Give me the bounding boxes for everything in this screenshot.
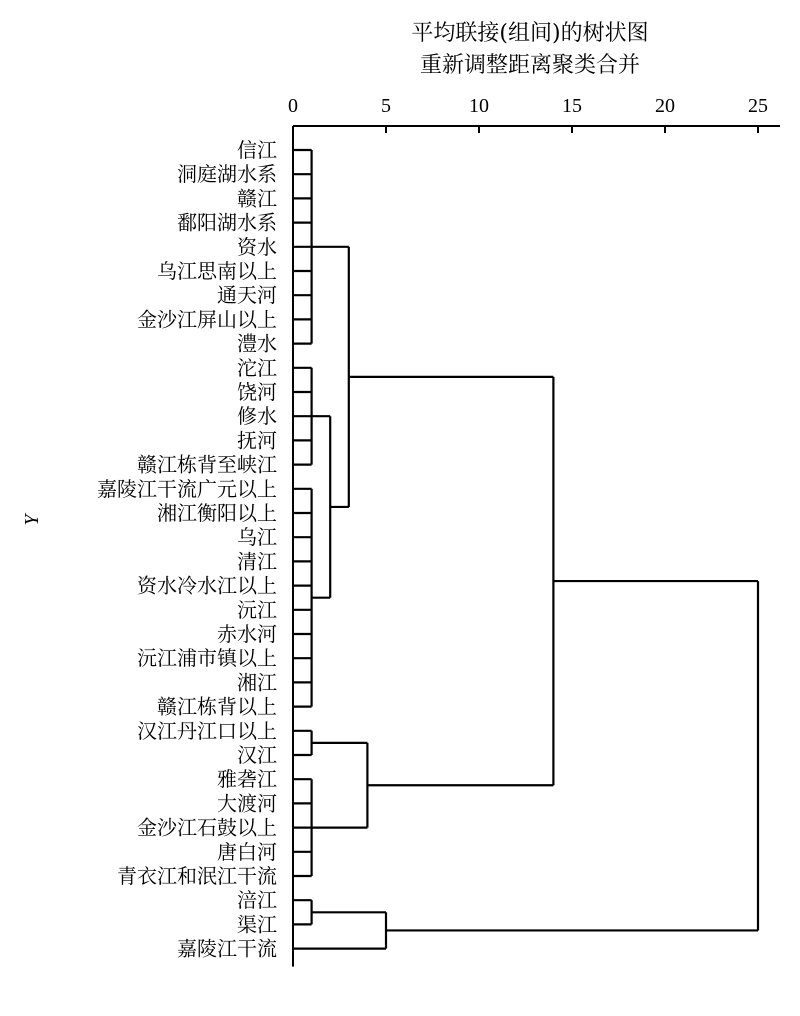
leaf-label: 嘉陵江干流 [177, 936, 277, 961]
leaf-label: 青衣江和泯江干流 [117, 864, 277, 888]
chart-title-line-2: 重新调整距离聚类合并 [419, 53, 641, 78]
leaf-label: 洞庭湖水系 [177, 162, 277, 187]
leaf-label: 湘江 [237, 670, 277, 695]
leaf-label: 唐白河 [217, 839, 277, 864]
leaf-label: 汉江 [237, 743, 277, 767]
leaf-label: 赣江栋背至峡江 [137, 452, 277, 477]
x-tick-label: 10 [469, 95, 489, 117]
leaf-label: 饶河 [237, 380, 277, 404]
leaf-label: 沅江浦市镇以上 [137, 646, 277, 671]
x-tick-label: 15 [562, 95, 582, 117]
leaf-label: 赣江 [237, 186, 277, 211]
leaf-label: 澧水 [237, 331, 277, 356]
leaf-label: 信江 [237, 138, 277, 162]
leaf-label: 赤水河 [217, 622, 277, 646]
leaf-labels [97, 138, 277, 961]
dendrogram-links [293, 150, 758, 949]
leaf-label: 抚河 [237, 428, 277, 453]
leaf-label: 资水冷水江以上 [137, 573, 277, 598]
leaf-label: 沅江 [237, 597, 277, 622]
x-axis [293, 126, 780, 967]
leaf-label: 汉江丹江口以上 [137, 718, 277, 743]
leaf-label: 雅砻江 [217, 767, 277, 792]
leaf-label: 乌江思南以上 [157, 259, 277, 283]
leaf-label: 鄱阳湖水系 [177, 210, 277, 235]
leaf-label: 通天河 [217, 283, 277, 308]
leaf-label: 湘江衡阳以上 [157, 501, 277, 525]
leaf-label: 渠江 [237, 912, 277, 937]
leaf-label: 嘉陵江干流广元以上 [97, 476, 277, 501]
leaf-label: 赣江栋背以上 [157, 694, 277, 719]
x-tick-label: 25 [748, 95, 768, 117]
x-tick-label: 5 [381, 95, 391, 117]
chart-title-line-1: 平均联接(组间)的树状图 [411, 21, 649, 46]
leaf-label: 修水 [237, 404, 277, 429]
leaf-label: 大渡河 [217, 791, 277, 816]
x-tick-label: 20 [655, 95, 675, 117]
leaf-label: 沱江 [237, 355, 277, 380]
x-tick-label: 0 [288, 95, 298, 117]
leaf-label: 清江 [237, 549, 277, 574]
leaf-label: 金沙江屏山以上 [137, 307, 277, 332]
y-axis-label: Y [21, 514, 43, 526]
x-axis-ticks [288, 95, 768, 133]
leaf-label: 涪江 [237, 888, 277, 913]
leaf-label: 金沙江石鼓以上 [137, 815, 277, 840]
leaf-label: 乌江 [237, 525, 277, 550]
leaf-label: 资水 [237, 234, 277, 259]
